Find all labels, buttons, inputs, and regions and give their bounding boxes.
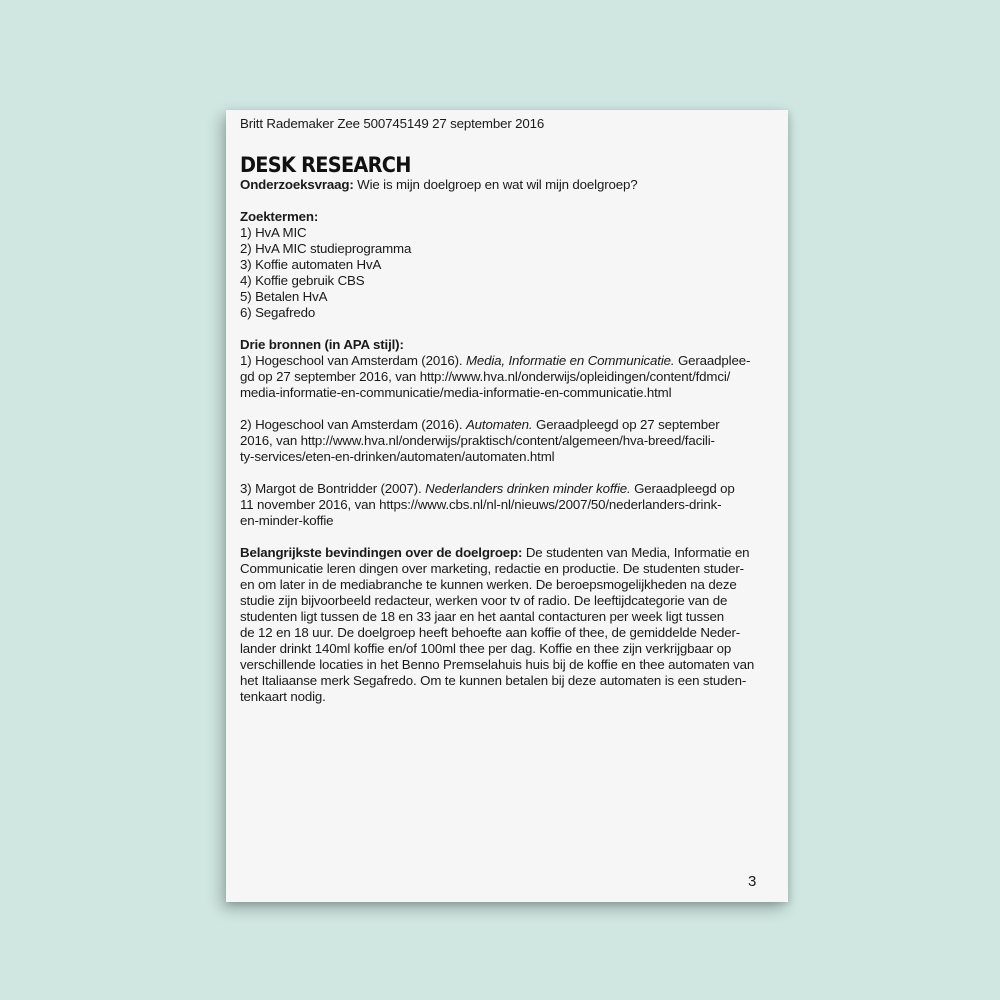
spacer <box>240 465 775 481</box>
list-item: 6) Segafredo <box>240 305 316 320</box>
source-title: Media, Informatie en Communicatie. <box>465 353 675 368</box>
source-line: 2016, van http://www.hva.nl/onderwijs/praktisch/content/algemeen/hva-breed/facili- <box>240 433 715 448</box>
source-text: 2) Hogeschool van Amsterdam (2016). <box>240 417 466 432</box>
findings-line: tenkaart nodig. <box>240 689 326 704</box>
findings-line: lander drinkt 140ml koffie en/of 100ml thee per dag. Koffie en thee zijn verkrijgbaar op <box>240 641 732 656</box>
source-entry-1 <box>240 353 775 401</box>
source-title: Nederlanders drinken minder koffie. <box>425 481 631 496</box>
search-terms-list <box>240 225 775 321</box>
findings-line: studenten ligt tussen de 18 en 33 jaar en het aantal contacturen per week ligt tussen <box>240 609 725 624</box>
findings-text: De studenten van Media, Informatie en <box>522 545 750 560</box>
research-question-label: Onderzoeksvraag: <box>240 177 354 192</box>
source-text: Geraadpleegd op <box>630 481 735 496</box>
document-page <box>226 110 788 902</box>
research-question <box>240 177 775 193</box>
findings-line: studie zijn bijvoorbeeld redacteur, werken voor tv of radio. De leeftijdcategorie van de <box>240 593 728 608</box>
findings-line <box>240 545 775 561</box>
author-header: Britt Rademaker Zee 500745149 27 september 2016 <box>240 116 545 131</box>
list-item: 4) Koffie gebruik CBS <box>240 273 365 288</box>
source-text: 3) Margot de Bontridder (2007). <box>240 481 426 496</box>
source-line: gd op 27 september 2016, van http://www.hva.nl/onderwijs/opleidingen/content/fdmci/ <box>240 369 731 384</box>
source-text: Geraadpleegd op 27 september <box>532 417 720 432</box>
list-item: 2) HvA MIC studieprogramma <box>240 241 412 256</box>
findings-line: de 12 en 18 uur. De doelgroep heeft behoefte aan koffie of thee, de gemiddelde Neder- <box>240 625 741 640</box>
spacer <box>240 529 775 545</box>
findings-paragraph <box>240 545 775 705</box>
source-text: 1) Hogeschool van Amsterdam (2016). <box>240 353 466 368</box>
findings-line: en om later in de mediabranche te kunnen werken. De beroepsmogelijkheden na deze <box>240 577 737 592</box>
source-line <box>240 481 775 497</box>
page-number: 3 <box>748 873 757 890</box>
search-terms-label: Zoektermen: <box>240 209 319 224</box>
spacer <box>240 193 775 209</box>
source-line <box>240 353 775 369</box>
spacer <box>240 321 775 337</box>
list-item: 3) Koffie automaten HvA <box>240 257 382 272</box>
source-line: en-minder-koffie <box>240 513 334 528</box>
sources-label: Drie bronnen (in APA stijl): <box>240 337 404 352</box>
source-line: ty-services/eten-en-drinken/automaten/automaten.html <box>240 449 555 464</box>
source-line: 11 november 2016, van https://www.cbs.nl/nl-nl/nieuws/2007/50/nederlanders-drink- <box>240 497 722 512</box>
findings-label: Belangrijkste bevindingen over de doelgroep: <box>240 545 523 560</box>
findings-line: verschillende locaties in het Benno Premselahuis huis bij de koffie en thee automaten van <box>240 657 755 672</box>
list-item: 5) Betalen HvA <box>240 289 328 304</box>
list-item: 1) HvA MIC <box>240 225 307 240</box>
source-entry-2 <box>240 417 775 465</box>
spacer <box>240 401 775 417</box>
page-title: DESK RESEARCH <box>240 153 411 177</box>
source-line <box>240 417 775 433</box>
findings-line: het Italiaanse merk Segafredo. Om te kunnen betalen bij deze automaten is een studen- <box>240 673 747 688</box>
findings-line: Communicatie leren dingen over marketing, redactie en productie. De studenten studer- <box>240 561 744 576</box>
source-entry-3 <box>240 481 775 529</box>
source-title: Automaten. <box>465 417 533 432</box>
research-question-text: Wie is mijn doelgroep en wat wil mijn doelgroep? <box>353 177 638 192</box>
page-content <box>240 116 775 705</box>
source-line: media-informatie-en-communicatie/media-informatie-en-communicatie.html <box>240 385 672 400</box>
source-text: Geraadplee- <box>674 353 751 368</box>
